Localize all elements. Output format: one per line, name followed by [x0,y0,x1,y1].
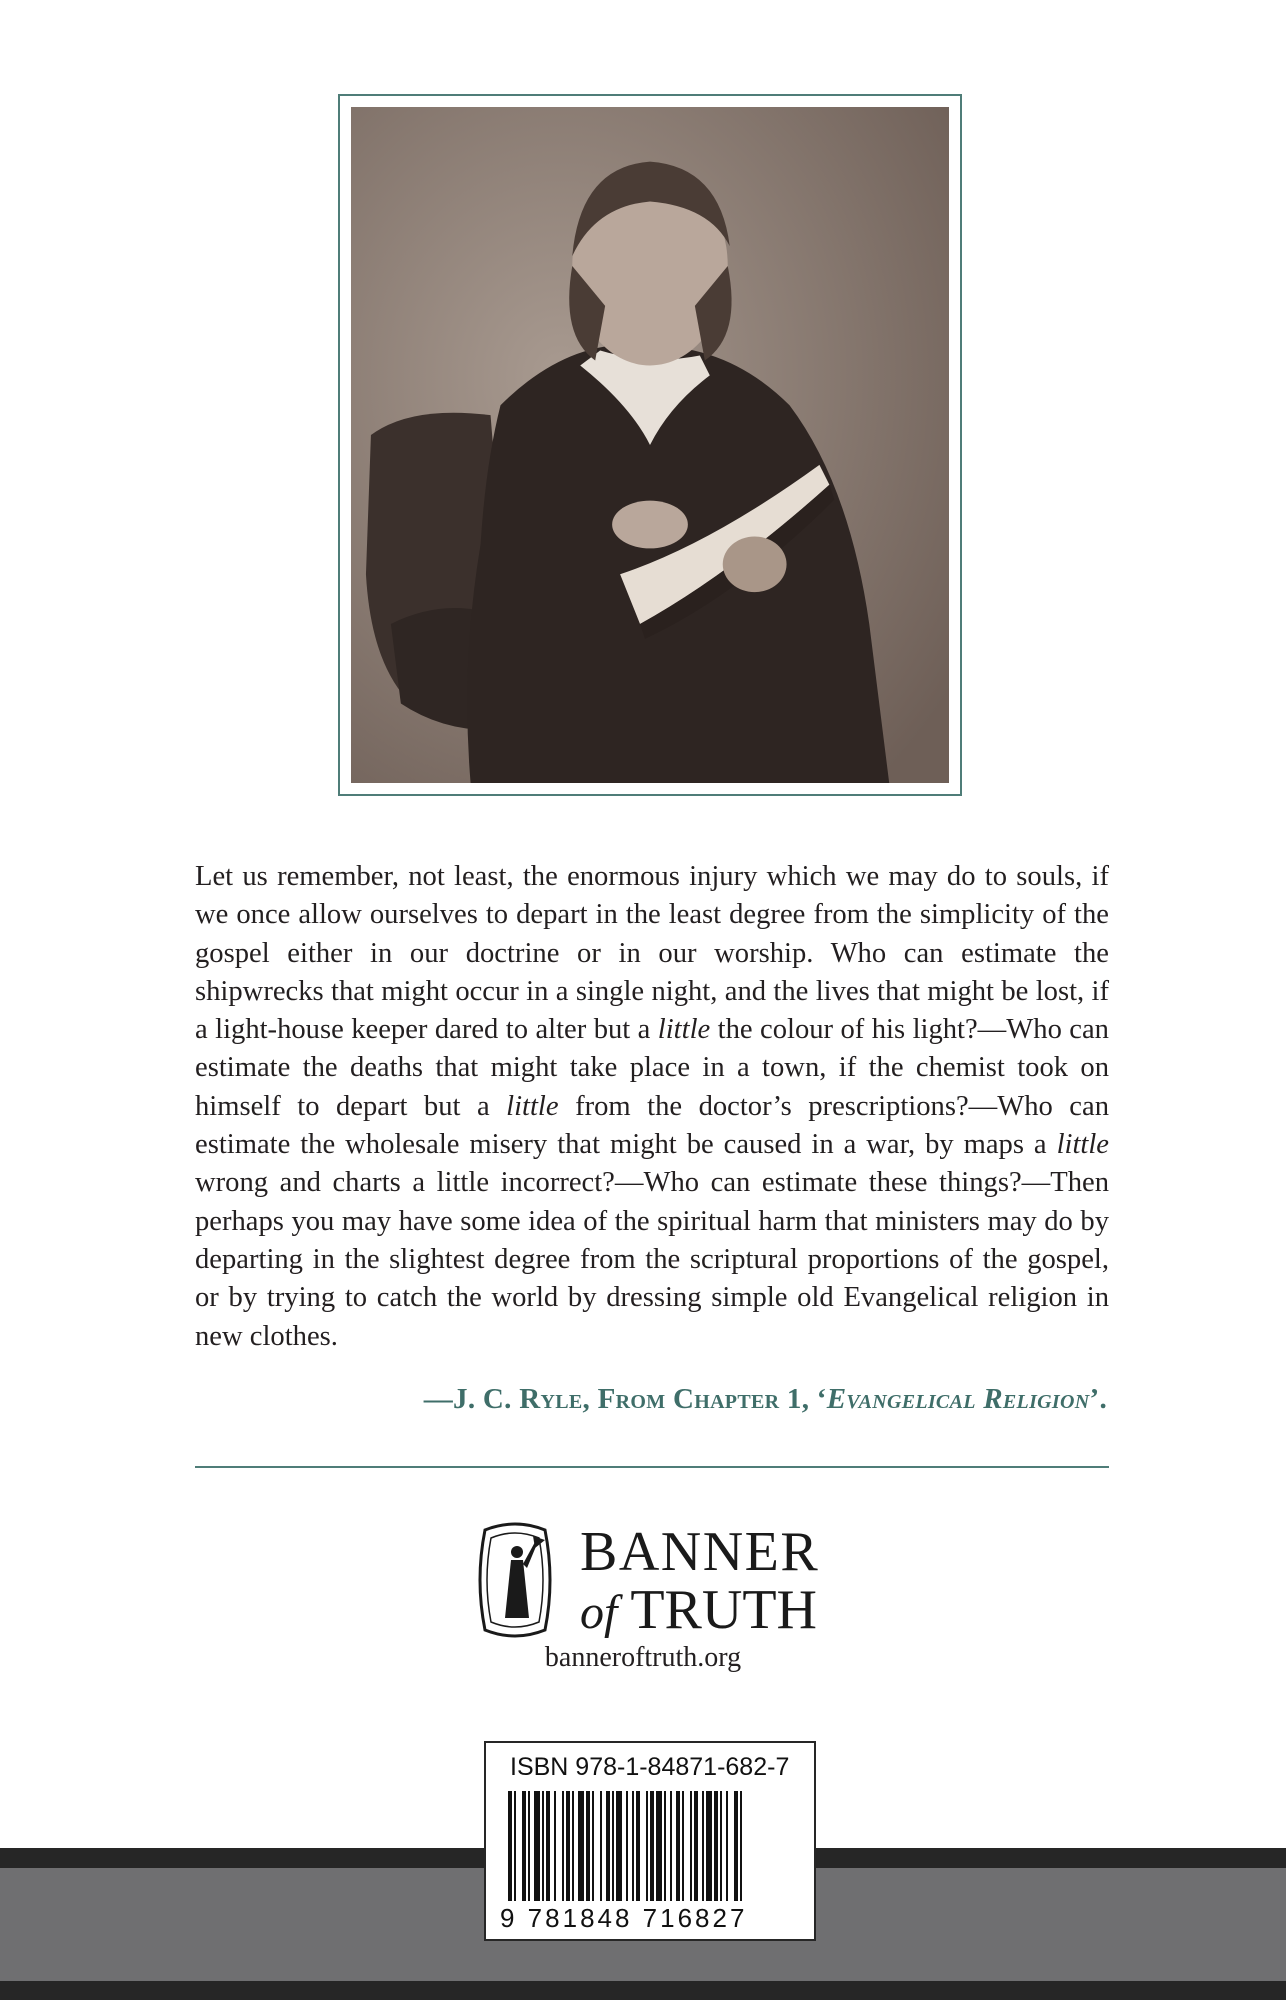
chapter-title: Evangelical Religion [826,1383,1090,1415]
barcode-bar [650,1791,654,1901]
barcode-bar [554,1791,556,1901]
barcode-bar [726,1791,728,1901]
quote-text-part1: Let us remember, not least, the enormous injury which we may do to souls, if we once allow ourselves to depart in the least degree from the simplicity of the gospel either in our doctrine or in our worship. Who can estimate the shipwrecks that might occur in a single night, and the lives that might be lost, if a light-house keeper dared to alter but a [195,861,1109,1046]
barcode-bar [578,1791,584,1901]
barcode-bar [664,1791,666,1901]
publisher-logo [475,1520,835,1640]
book-quote [195,858,1109,1356]
barcode-bar [612,1791,614,1901]
section-divider [195,1466,1109,1468]
barcode-bar [592,1791,594,1901]
barcode-bar [714,1791,718,1901]
barcode-bar [734,1791,738,1901]
quote-text-part3: from the doctor’s prescriptions?—Who can estimate the wholesale misery that might be caused in a war, by maps a [195,1090,1109,1161]
barcode-bar [682,1791,684,1901]
barcode-bar [542,1791,544,1901]
barcode-bar [690,1791,692,1901]
barcode-bar [706,1791,712,1901]
portrait-frame [338,94,962,796]
barcode-bar [636,1791,640,1901]
barcode-bar [562,1791,564,1901]
banner-of-truth-emblem-icon [475,1520,555,1638]
quote-emphasis: little [506,1090,559,1122]
barcode-digits: 9 781848 716827 [500,1903,748,1933]
logo-of-text: of [580,1586,618,1639]
barcode-bar [616,1791,622,1901]
logo-truth-text: TRUTH [617,1579,817,1641]
quote-text-part2: the colour of his light?—Who can estimate the deaths that might take place in a town, if the chemist took on himself to depart but a [195,1014,1109,1122]
quote-emphasis: little [657,1014,711,1046]
barcode-bar [572,1791,574,1901]
quote-emphasis: little [1056,1129,1109,1161]
barcode-bar [720,1791,722,1901]
footer-band-bottom [0,1981,1286,2000]
barcode-bar [546,1791,550,1901]
barcode-bar [600,1791,602,1901]
barcode-bar [702,1791,704,1901]
barcode-bar [676,1791,680,1901]
barcode-bar [656,1791,662,1901]
barcode-bar [632,1791,634,1901]
barcode-bars-icon [508,1791,794,1901]
barcode-bar [508,1791,512,1901]
barcode-bar [606,1791,610,1901]
barcode-bar [566,1791,570,1901]
isbn-label: ISBN 978-1-84871-682-7 [510,1753,790,1781]
barcode-bar [646,1791,648,1901]
barcode-bar [626,1791,628,1901]
logo-truth-line [580,1580,819,1643]
attribution-suffix: ’. [1089,1383,1107,1415]
logo-wordmark [580,1521,820,1643]
barcode-bar [514,1791,516,1901]
quote-text-part4: wrong and charts a little incorrect?—Who can estimate these things?—Then perhaps you may have some idea of the spiritual harm that ministers may do by departing in the slightest degree from the scriptural proportions of the gospel, or by trying to catch the world by dressing simple old Evangelical religion in new clothes. [195,1167,1109,1352]
engraved-portrait-icon [351,107,949,783]
barcode-bar [694,1791,698,1901]
publisher-website: banneroftruth.org [544,1642,742,1673]
barcode-bar [522,1791,526,1901]
quote-attribution [195,1383,1107,1416]
barcode-bar [670,1791,672,1901]
attribution-prefix: —J. C. Ryle, From Chapter 1, ‘ [423,1383,827,1415]
barcode-bar [534,1791,540,1901]
barcode-bar [586,1791,590,1901]
isbn-barcode [484,1741,816,1941]
author-portrait-image [351,107,949,783]
barcode-bar [740,1791,742,1901]
barcode-bar [528,1791,530,1901]
logo-banner-text: BANNER [580,1521,820,1583]
